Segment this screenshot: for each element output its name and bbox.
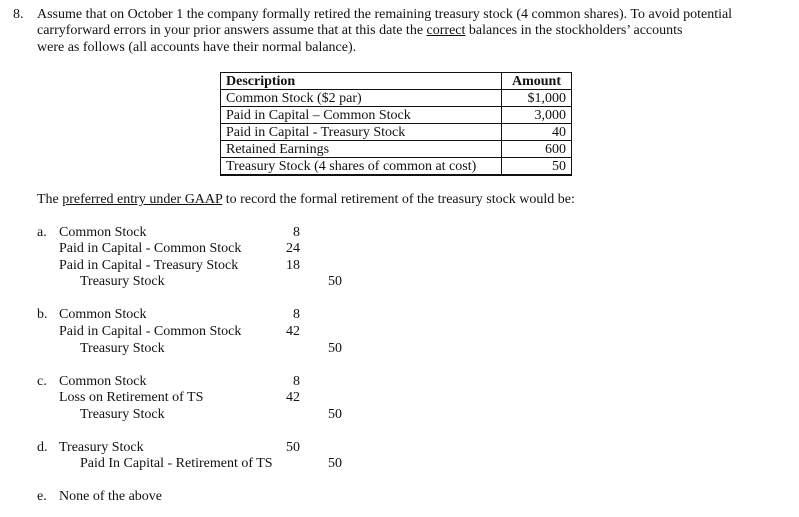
table-row <box>221 124 572 141</box>
row-amount: 600 <box>502 141 572 158</box>
option-d-credit: 50 <box>328 456 342 471</box>
option-c-account: Treasury Stock <box>80 407 165 422</box>
question-text-line-2 <box>37 23 682 39</box>
option-b-credit: 50 <box>328 341 342 356</box>
row-amount: 50 <box>502 158 572 176</box>
option-a-debit: 18 <box>286 258 300 273</box>
option-b-account: Common Stock <box>59 307 147 322</box>
option-b-debit: 8 <box>293 307 300 322</box>
question-emphasis-correct: correct <box>426 23 466 38</box>
option-d-debit: 50 <box>286 440 300 455</box>
row-description: Common Stock ($2 par) <box>221 90 502 107</box>
account-balances-table <box>220 72 572 176</box>
header-description: Description <box>221 73 502 90</box>
table-header-row <box>221 73 572 90</box>
option-a-letter[interactable]: a. <box>37 225 47 240</box>
question-text-line-2-end: balances in the stockholders’ accounts <box>465 23 683 38</box>
option-d-letter[interactable]: d. <box>37 440 48 455</box>
table-row <box>221 90 572 107</box>
option-a-debit: 24 <box>286 241 300 256</box>
option-a-account: Paid in Capital - Common Stock <box>59 241 242 256</box>
question-text-line-1: Assume that on October 1 the company formally retired the remaining treasury stock (4 common shares). To avoid potential <box>37 7 733 22</box>
table-row <box>221 158 572 176</box>
option-b-account: Paid in Capital - Common Stock <box>59 324 242 339</box>
question-text-line-3: were as follows (all accounts have their normal balance). <box>37 40 357 55</box>
option-e-text: None of the above <box>59 489 163 504</box>
option-a-credit: 50 <box>328 274 342 289</box>
option-b-letter[interactable]: b. <box>37 307 48 322</box>
table-row <box>221 107 572 124</box>
row-amount: 3,000 <box>502 107 572 124</box>
prompt-text <box>37 192 575 208</box>
option-d-account: Paid In Capital - Retirement of TS <box>80 456 273 471</box>
option-a-account: Paid in Capital - Treasury Stock <box>59 258 239 273</box>
question-text-line-2-start: carryforward errors in your prior answers assume that at this date the <box>37 23 427 38</box>
option-e-letter[interactable]: e. <box>37 489 47 504</box>
option-a-account: Treasury Stock <box>80 274 165 289</box>
question-number: 8. <box>13 7 24 22</box>
option-a-debit: 8 <box>293 225 300 240</box>
option-a-account: Common Stock <box>59 225 147 240</box>
option-c-credit: 50 <box>328 407 342 422</box>
option-c-account: Common Stock <box>59 374 147 389</box>
option-d-account: Treasury Stock <box>59 440 144 455</box>
option-c-account: Loss on Retirement of TS <box>59 390 204 405</box>
option-b-account: Treasury Stock <box>80 341 165 356</box>
option-c-debit: 8 <box>293 374 300 389</box>
row-amount: 40 <box>502 124 572 141</box>
prompt-emphasis: preferred entry under GAAP <box>62 192 223 207</box>
row-description: Retained Earnings <box>221 141 502 158</box>
row-description: Paid in Capital – Common Stock <box>221 107 502 124</box>
row-description: Paid in Capital - Treasury Stock <box>221 124 502 141</box>
option-c-letter[interactable]: c. <box>37 374 47 389</box>
table-row <box>221 141 572 158</box>
header-amount: Amount <box>502 73 572 90</box>
option-c-debit: 42 <box>286 390 300 405</box>
row-description: Treasury Stock (4 shares of common at cost) <box>221 158 502 176</box>
prompt-start: The <box>37 192 63 207</box>
prompt-end: to record the formal retirement of the treasury stock would be: <box>222 192 575 207</box>
row-amount: $1,000 <box>502 90 572 107</box>
option-b-debit: 42 <box>286 324 300 339</box>
